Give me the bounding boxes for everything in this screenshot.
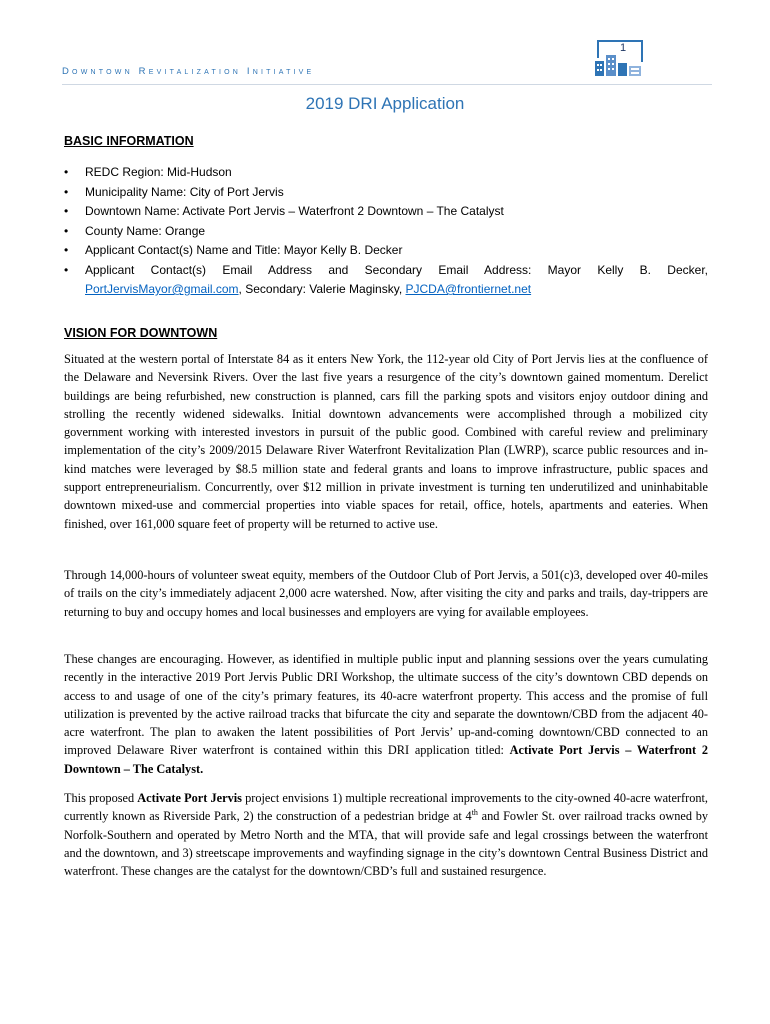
list-item-contact-emails bbox=[64, 261, 708, 300]
list-item: • REDC Region: Mid-Hudson bbox=[64, 163, 708, 183]
vision-paragraph-3 bbox=[64, 650, 708, 778]
vision-paragraph-4-text-a: This proposed bbox=[64, 791, 138, 805]
basic-information-list bbox=[64, 163, 708, 300]
secondary-contact-text: , Secondary: Valerie Maginsky, bbox=[238, 282, 406, 296]
basic-information-heading: BASIC INFORMATION bbox=[64, 134, 194, 148]
ordinal-superscript: th bbox=[471, 808, 478, 818]
email-link-primary[interactable]: PortJervisMayor@gmail.com bbox=[85, 282, 239, 296]
vision-paragraph-3-text: These changes are encouraging. However, as identified in multiple public input and planning sessions over the years cumulating recently in the interactive 2019 Port Jervis Public DRI Workshop, the ultimate success of the city’s downtown CBD depends on access to and usage of one of the city’s primary features, its 40-acre waterfront property. This access and the promise of full utilization is prevented by the active railroad tracks that bifurcate the city and separate the downtown/CBD from the adjacent 40-acre waterfront. The plan to awaken the latent possibilities of Port Jervis’ up-and-coming downtown/CBD connected to an improved Delaware River waterfront is contained within this DRI application titled: bbox=[64, 652, 708, 758]
project-name-bold: Activate Port Jervis bbox=[137, 791, 242, 805]
list-item: • Applicant Contact(s) Name and Title: Mayor Kelly B. Decker bbox=[64, 241, 708, 261]
list-item: • County Name: Orange bbox=[64, 222, 708, 242]
contact-line: • Applicant Contact(s) Email Address and Secondary Email Address: Mayor Kelly B. Decker, bbox=[85, 262, 708, 277]
document-title: 2019 DRI Application bbox=[305, 94, 465, 113]
list-item: • Municipality Name: City of Port Jervis bbox=[64, 183, 708, 203]
list-item: • Downtown Name: Activate Port Jervis – Waterfront 2 Downtown – The Catalyst bbox=[64, 202, 708, 222]
vision-paragraph-2: Through 14,000-hours of volunteer sweat equity, members of the Outdoor Club of Port Jervis, a 501(c)3, developed over 40-miles of trails on the city’s immediately adjacent 2,000 acre watershed. Now, after visiting the city and parks and trails, day-trippers are returning to buy and occupy homes and local businesses and employers are vying for available employees. bbox=[64, 568, 708, 619]
contact-emails-line bbox=[85, 280, 708, 300]
application-title-bold: Activate Port Jervis – Waterfront 2 Downtown – The Catalyst. bbox=[64, 743, 708, 776]
header-title: Downtown Revitalization Initiative bbox=[62, 66, 315, 77]
dri-logo-icon bbox=[592, 38, 644, 78]
vision-paragraph-4-text-b: project envisions 1) multiple recreational improvements to the city-owned 40-acre waterfront, currently known as Riverside Park, 2) the construction of a pedestrian bridge at 4 bbox=[64, 791, 708, 824]
vision-paragraph-4-text-c: and Fowler St. over railroad tracks owned by Norfolk-Southern and operated by Metro North and the MTA, that will provide safe and legal crossings between the waterfront and the downtown, and 3) streetscape improvements and wayfinding signage in the city’s downtown Central Business District and waterfront. These changes are the catalyst for the downtown/CBD’s full and sustained resurgence. bbox=[64, 809, 708, 879]
vision-heading: VISION FOR DOWNTOWN bbox=[64, 326, 218, 340]
page-number: 1 bbox=[620, 42, 627, 54]
email-link-secondary[interactable]: PJCDA@frontiernet.net bbox=[405, 282, 532, 296]
vision-paragraph-1: Situated at the western portal of Interstate 84 as it enters New York, the 112-year old City of Port Jervis lies at the confluence of the Delaware and Neversink Rivers. Over the last five years a resurgence of the city’s downtown gained momentum. Derelict buildings are being refurbished, new construction is planned, cars fill the parking spots and visitors enjoy outdoor dining and strolling the recently widened sidewalks. Initial downtown advancements were accomplished through a mobilized city government working with interested investors in pursuit of the public good. Combined with careful review and preliminary implementation of the city’s 2009/2015 Delaware River Waterfront Revitalization Plan (LWRP), scarce public resources and in-kind matches were leveraged by $8.5 million state and federal grants and loans to improve infrastructure, public spaces and support entrepreneurialism. Concurrently, over $12 million in private investment is turning ten underutilized and uninhabitable downtown mixed-use and commercial properties into viable spaces for retail, office, hotels, apartments and eateries. When finished, over 161,000 square feet of property will be returned to active use. bbox=[64, 352, 708, 531]
vision-paragraph-4 bbox=[64, 789, 708, 880]
